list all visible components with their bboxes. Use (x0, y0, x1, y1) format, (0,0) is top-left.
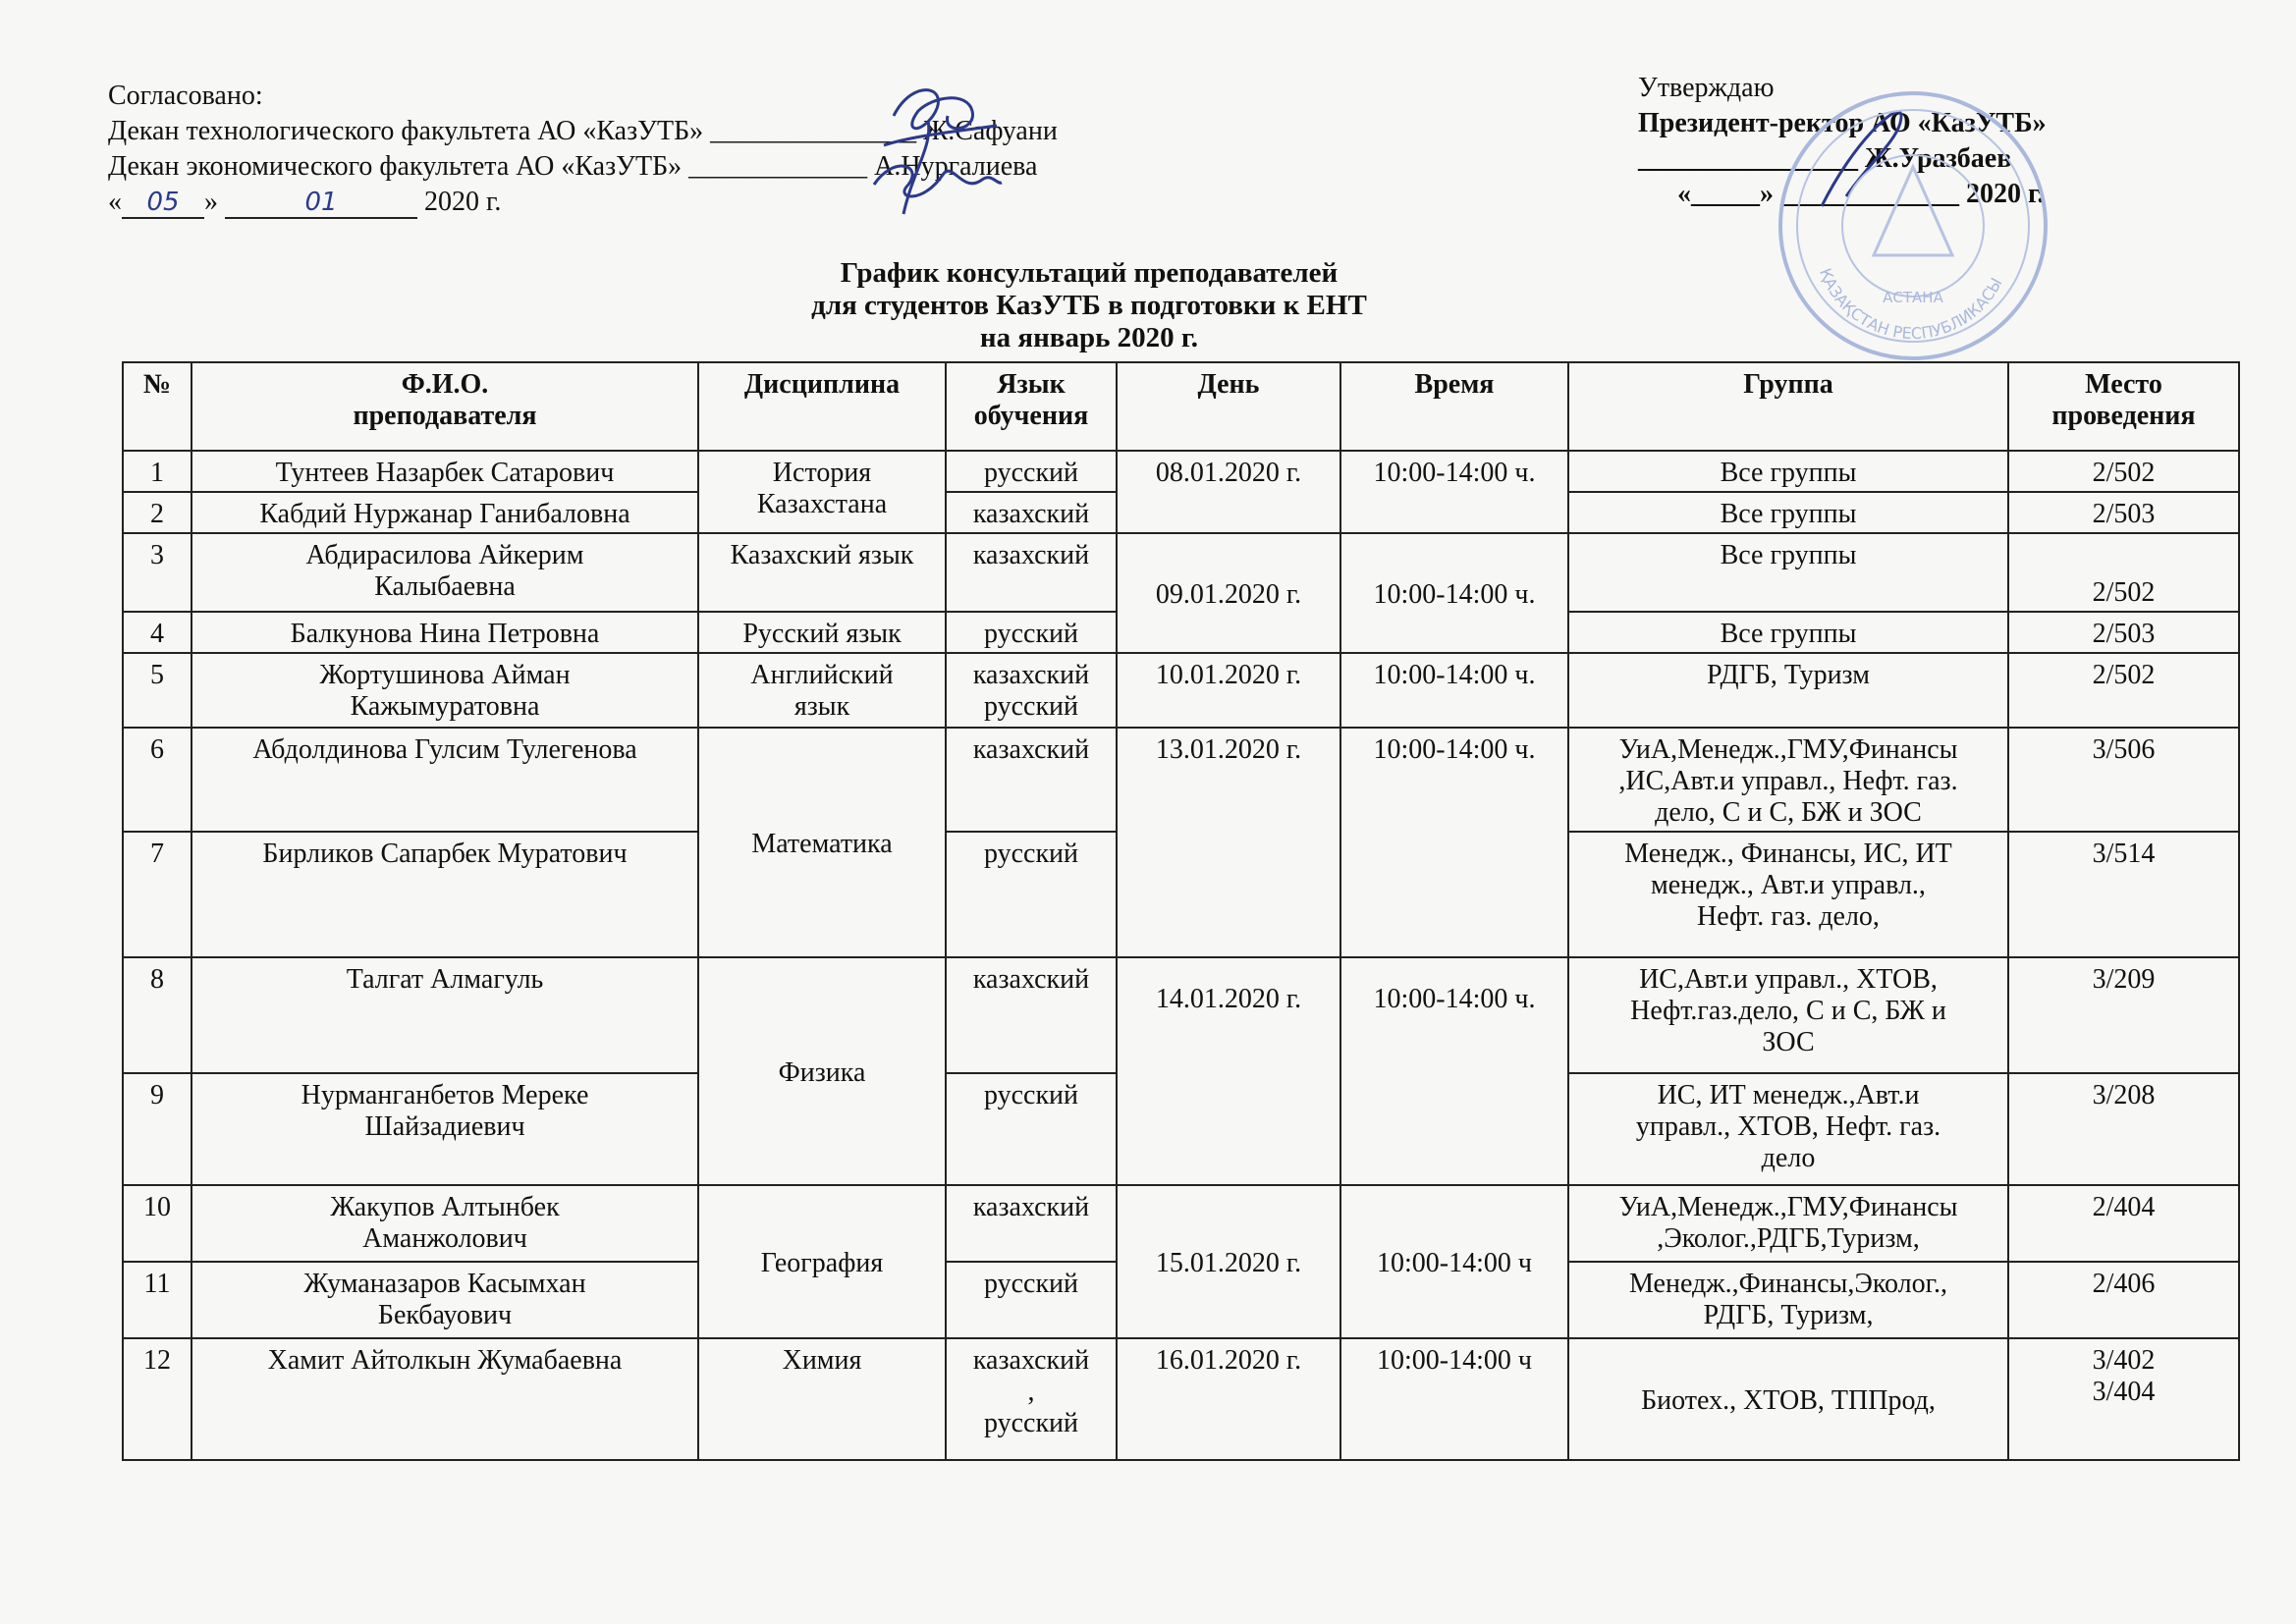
row-discipline: Математика (698, 728, 946, 957)
row-group: Менедж.,Финансы,Эколог., РДГБ, Туризм, (1568, 1262, 2008, 1338)
row-discipline: История Казахстана (698, 451, 946, 533)
row-place: 3/402 3/404 (2008, 1338, 2239, 1460)
row-language: казахский русский (946, 653, 1117, 728)
row-fio: Кабдий Нуржанар Ганибаловна (191, 492, 698, 533)
header-fio: Ф.И.О. преподавателя (191, 362, 698, 451)
row-num: 8 (123, 957, 191, 1073)
table-row (123, 957, 2239, 1073)
row-place: 3/208 (2008, 1073, 2239, 1185)
rector-sign-line: ________________ (1638, 143, 1858, 174)
row-group: УиА,Менедж.,ГМУ,Финансы ,ИС,Авт.и управл., Нефт. газ. дело, С и С, БЖ и ЗОС (1568, 728, 2008, 832)
row-fio: Жортушинова Айман Кажымуратовна (191, 653, 698, 728)
row-group: Менедж., Финансы, ИС, ИТ менедж., Авт.и управл., Нефт. газ. дело, (1568, 832, 2008, 957)
row-group: Все группы (1568, 451, 2008, 492)
row-num: 11 (123, 1262, 191, 1338)
row-place: 3/514 (2008, 832, 2239, 957)
date-open-quote: « (108, 187, 122, 217)
row-language: казахский (946, 957, 1117, 1073)
svg-text:ҚАЗАҚСТАН РЕСПУБЛИКАСЫ: ҚАЗАҚСТАН РЕСПУБЛИКАСЫ (1816, 265, 2006, 344)
row-discipline: Физика (698, 957, 946, 1185)
row-place: 2/503 (2008, 492, 2239, 533)
row-num: 10 (123, 1185, 191, 1262)
row-language: казахский (946, 1185, 1117, 1262)
row-language: русский (946, 1073, 1117, 1185)
row-place: 2/502 (2008, 653, 2239, 728)
row-group: РДГБ, Туризм (1568, 653, 2008, 728)
dean1-sign-line: _______________ (710, 116, 917, 146)
row-day: 08.01.2020 г. (1117, 451, 1340, 533)
row-num: 12 (123, 1338, 191, 1460)
row-num: 9 (123, 1073, 191, 1185)
row-time: 10:00-14:00 ч. (1340, 533, 1568, 653)
row-num: 2 (123, 492, 191, 533)
row-place: 2/502 (2008, 451, 2239, 492)
row-fio: Тунтеев Назарбек Сатарович (191, 451, 698, 492)
dean1-title: Декан технологического факультета АО «КазУТБ» (108, 116, 704, 146)
row-place: 3/209 (2008, 957, 2239, 1073)
document-title (0, 257, 2296, 354)
row-place: 2/502 (2008, 533, 2239, 612)
header-language: Язык обучения (946, 362, 1117, 451)
row-day: 16.01.2020 г. (1117, 1338, 1340, 1460)
dean2-name: А.Нургалиева (874, 151, 1038, 182)
table-row (123, 1338, 2239, 1460)
header-num: № (123, 362, 191, 451)
row-discipline: Химия (698, 1338, 946, 1460)
row-day: 14.01.2020 г. (1117, 957, 1340, 1185)
row-fio: Абдирасилова Айкерим Калыбаевна (191, 533, 698, 612)
row-group: ИС, ИТ менедж.,Авт.и управл., ХТОВ, Нефт. газ. дело (1568, 1073, 2008, 1185)
row-day: 15.01.2020 г. (1117, 1185, 1340, 1338)
row-time: 10:00-14:00 ч (1340, 1185, 1568, 1338)
row-group: ИС,Авт.и управл., ХТОВ, Нефт.газ.дело, С и С, БЖ и ЗОС (1568, 957, 2008, 1073)
date-month: 01 (225, 188, 417, 219)
row-num: 1 (123, 451, 191, 492)
header-day: День (1117, 362, 1340, 451)
row-num: 7 (123, 832, 191, 957)
row-discipline: Казахский язык (698, 533, 946, 612)
date-close-quote: » (204, 187, 218, 217)
row-time: 10:00-14:00 ч. (1340, 653, 1568, 728)
dean2-title: Декан экономического факультета АО «КазУТБ» (108, 151, 683, 182)
row-time: 10:00-14:00 ч. (1340, 957, 1568, 1185)
right-date-month: _____________ (1780, 179, 1959, 209)
approval-right-heading: Утверждаю (1638, 73, 1775, 103)
header-group: Группа (1568, 362, 2008, 451)
row-place: 2/404 (2008, 1185, 2239, 1262)
row-fio: Нурманганбетов Мереке Шайзадиевич (191, 1073, 698, 1185)
row-place: 3/506 (2008, 728, 2239, 832)
svg-text:АСТАНА: АСТАНА (1883, 289, 1943, 306)
row-fio: Балкунова Нина Петровна (191, 612, 698, 653)
row-discipline: Русский язык (698, 612, 946, 653)
table-row (123, 1185, 2239, 1262)
header-discipline: Дисциплина (698, 362, 946, 451)
row-fio: Талгат Алмагуль (191, 957, 698, 1073)
title-line-1: График консультаций преподавателей (840, 257, 1339, 289)
table-row (123, 451, 2239, 492)
row-language: русский (946, 1262, 1117, 1338)
row-place: 2/406 (2008, 1262, 2239, 1338)
row-fio: Бирликов Сапарбек Муратович (191, 832, 698, 957)
title-line-3: на январь 2020 г. (979, 322, 1199, 353)
row-num: 5 (123, 653, 191, 728)
row-num: 6 (123, 728, 191, 832)
row-day: 13.01.2020 г. (1117, 728, 1340, 957)
row-language: русский (946, 612, 1117, 653)
dean2-sign-line: _____________ (688, 151, 868, 182)
row-group: УиА,Менедж.,ГМУ,Финансы ,Эколог.,РДГБ,Туризм, (1568, 1185, 2008, 1262)
row-fio: Хамит Айтолкын Жумабаевна (191, 1338, 698, 1460)
row-fio: Жуманазаров Касымхан Бекбауович (191, 1262, 698, 1338)
row-language: казахский , русский (946, 1338, 1117, 1460)
table-row (123, 728, 2239, 832)
row-num: 3 (123, 533, 191, 612)
table-row (123, 533, 2239, 612)
row-group: Все группы (1568, 533, 2008, 612)
row-time: 10:00-14:00 ч. (1340, 451, 1568, 533)
table-header-row (123, 362, 2239, 451)
approval-left-heading: Согласовано: (108, 81, 263, 111)
row-fio: Абдолдинова Гулсим Тулегенова (191, 728, 698, 832)
row-place: 2/503 (2008, 612, 2239, 653)
row-fio: Жакупов Алтынбек Аманжолович (191, 1185, 698, 1262)
rector-position: Президент-ректор АО «КазУТБ» (1638, 108, 2047, 138)
rector-name: Ж.Уразбаев (1865, 143, 2012, 174)
row-group: Биотех., ХТОВ, ТППрод, (1568, 1338, 2008, 1460)
right-date-year: 2020 г. (1966, 179, 2045, 209)
row-group: Все группы (1568, 492, 2008, 533)
row-language: казахский (946, 533, 1117, 612)
schedule-table (122, 361, 2240, 1461)
row-group: Все группы (1568, 612, 2008, 653)
row-time: 10:00-14:00 ч. (1340, 728, 1568, 957)
row-day: 09.01.2020 г. (1117, 533, 1340, 653)
row-discipline: География (698, 1185, 946, 1338)
row-day: 10.01.2020 г. (1117, 653, 1340, 728)
dean1-name: Ж.Сафуани (923, 116, 1058, 146)
table-row (123, 653, 2239, 728)
row-num: 4 (123, 612, 191, 653)
row-language: казахский (946, 728, 1117, 832)
row-language: русский (946, 832, 1117, 957)
header-time: Время (1340, 362, 1568, 451)
header-place: Место проведения (2008, 362, 2239, 451)
row-discipline: Английский язык (698, 653, 946, 728)
dean2-signature (864, 145, 1011, 224)
right-date-day: «_____» (1677, 179, 1774, 209)
date-year: 2020 г. (424, 187, 502, 217)
row-time: 10:00-14:00 ч (1340, 1338, 1568, 1460)
row-language: русский (946, 451, 1117, 492)
date-day: 05 (122, 188, 204, 219)
title-line-2: для студентов КазУТБ в подготовки к ЕНТ (811, 290, 1367, 321)
row-language: казахский (946, 492, 1117, 533)
